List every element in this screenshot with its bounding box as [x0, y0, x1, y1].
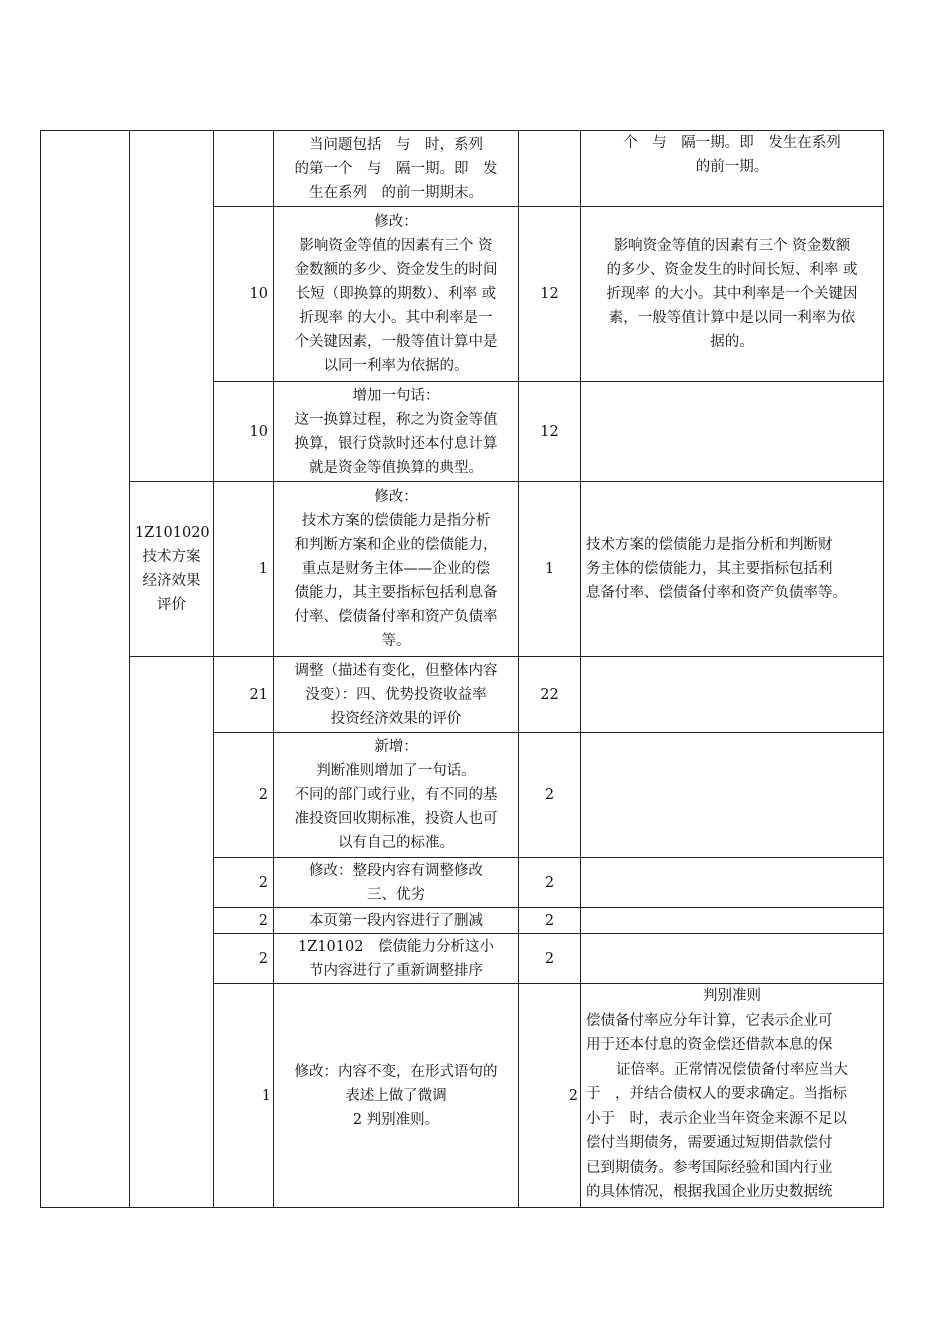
- change-text-line: 判断准则增加了一句话。: [316, 763, 476, 779]
- change-description-cell: [274, 382, 519, 482]
- change-text-line: 1Z10102 偿债能力分析这小: [298, 938, 494, 955]
- new-content-cell: [581, 733, 884, 858]
- section-title-line: 技术方案: [142, 549, 201, 565]
- old-page-cell: 2: [214, 934, 274, 984]
- new-content-cell: [581, 934, 884, 984]
- table-row: [41, 657, 884, 733]
- new-page-cell: 2: [519, 934, 581, 984]
- change-text-line: 修改：内容不变，在形式语句的: [294, 1063, 498, 1080]
- change-text-line: 技术方案的偿债能力是指分析: [301, 513, 491, 529]
- old-page-cell: 2: [214, 858, 274, 908]
- new-content-cell: [581, 207, 884, 382]
- change-text-line: 修改：: [374, 214, 418, 230]
- old-page-cell: 10: [214, 207, 274, 382]
- section-cell: [130, 482, 214, 657]
- new-text-line: 判别准则: [703, 988, 761, 1004]
- old-page-cell: [214, 131, 274, 207]
- old-page-cell: 2: [214, 733, 274, 858]
- change-text-line: 新增：: [374, 739, 418, 755]
- change-text-line: 的第一个 与 隔一期。即 发: [294, 160, 498, 177]
- new-text-line: 已到期债务。参考国际经验和国内行业: [586, 1159, 833, 1176]
- new-text-line: 折现率 的大小。其中利率是一个关键因: [606, 286, 858, 302]
- change-text-line: 不同的部门或行业，有不同的基: [294, 787, 498, 803]
- new-page-cell: 12: [519, 382, 581, 482]
- change-description-cell: [274, 131, 519, 207]
- change-text-line: 这一换算过程，称之为资金等值: [294, 411, 498, 428]
- change-text-line: 债能力，其主要指标包括利息备: [294, 585, 498, 601]
- section-title-line: 经济效果: [142, 573, 201, 589]
- new-text-line: 的前一期。: [695, 159, 769, 175]
- change-text-line: 表述上做了微调: [345, 1087, 447, 1104]
- change-text-line: 2 判别准则。: [352, 1111, 440, 1128]
- change-text-line: 金数额的多少、资金发生的时间: [294, 262, 498, 278]
- new-text-line: 息备付率、偿债备付率和资产负债率等。: [586, 585, 847, 601]
- new-text-line: 用于还本付息的资金偿还借款本息的保: [586, 1037, 833, 1053]
- change-text-line: 换算，银行贷款时还本付息计算: [294, 435, 498, 452]
- change-text-line: 三、优劣: [367, 886, 425, 903]
- table-row: [41, 131, 884, 207]
- section-cell: [130, 131, 214, 482]
- change-text-line: 以同一利率为依据的。: [323, 358, 469, 374]
- new-text-line: 影响资金等值的因素有三个 资金数额: [613, 238, 851, 254]
- change-text-line: 重点是财务主体——企业的偿: [301, 561, 491, 577]
- change-text-line: 本页第一段内容进行了删减: [309, 912, 483, 929]
- new-text-line: 偿债备付率应分年计算，它表示企业可: [586, 1012, 833, 1029]
- new-content-cell: [581, 382, 884, 482]
- new-text-line: 证倍率。正常情况偿债备付率应当大: [616, 1061, 848, 1078]
- change-text-line: 准投资回收期标准，投资人也可: [294, 811, 498, 827]
- change-text-line: 没变）：四、优势投资收益率: [305, 686, 487, 703]
- new-text-line: 于 ，并结合债权人的要求确定。当指标: [586, 1086, 847, 1102]
- new-content-cell: [581, 657, 884, 733]
- new-text-line: 小于 时，表示企业当年资金来源不足以: [586, 1110, 847, 1127]
- section-code: 1Z101020: [135, 525, 210, 541]
- change-text-line: 以有自己的标准。: [338, 835, 454, 851]
- new-page-cell: 2: [519, 733, 581, 858]
- old-page-cell: 1: [214, 984, 274, 1208]
- new-content-cell: [581, 482, 884, 657]
- change-description-cell: [274, 482, 519, 657]
- old-page-cell: 21: [214, 657, 274, 733]
- new-page-cell: 22: [519, 657, 581, 733]
- new-page-cell: 2: [519, 858, 581, 908]
- change-description-cell: [274, 934, 519, 984]
- change-text-line: 修改：整段内容有调整修改: [309, 862, 483, 879]
- change-text-line: 就是资金等值换算的典型。: [309, 459, 483, 476]
- change-text-line: 投资经济效果的评价: [330, 710, 462, 727]
- change-description-cell: [274, 657, 519, 733]
- new-text-line: 偿付当期债务，需要通过短期借款偿付: [586, 1135, 833, 1151]
- new-page-cell: [519, 131, 581, 207]
- table-row: [41, 482, 884, 657]
- change-text-line: 和判断方案和企业的偿债能力，: [294, 537, 498, 553]
- change-text-line: 影响资金等值的因素有三个 资: [299, 238, 493, 254]
- new-text-line: 的具体情况，根据我国企业历史数据统: [586, 1184, 833, 1200]
- new-text-line: 技术方案的偿债能力是指分析和判断财: [586, 537, 833, 553]
- change-text-line: 调整（描述有变化，但整体内容: [294, 662, 498, 679]
- change-description-cell: [274, 858, 519, 908]
- old-page-cell: 2: [214, 908, 274, 934]
- new-content-cell: [581, 858, 884, 908]
- new-text-line: 务主体的偿债能力，其主要指标包括利: [586, 561, 833, 577]
- section-cell: [130, 657, 214, 1208]
- new-text-line: 的多少、资金发生的时间长短、利率 或: [606, 262, 858, 278]
- new-text-line: 据的。: [710, 334, 754, 350]
- chapter-cell: [41, 131, 130, 1208]
- change-text-line: 修改：: [374, 489, 418, 505]
- new-content-cell: [581, 131, 884, 207]
- new-content-cell: [581, 908, 884, 934]
- comparison-table: [40, 130, 884, 1208]
- change-text-line: 节内容进行了重新调整排序: [309, 962, 483, 979]
- change-text-line: 生在系列 的前一期期末。: [309, 184, 483, 201]
- change-description-cell: [274, 908, 519, 934]
- change-description-cell: [274, 207, 519, 382]
- change-text-line: 等。: [381, 633, 411, 649]
- change-text-line: 个关键因素，一般等值计算中是: [294, 334, 498, 350]
- change-text-line: 长短（即换算的期数）、利率 或: [295, 286, 497, 302]
- change-text-line: 付率、偿债备付率和资产负债率: [294, 609, 498, 625]
- new-page-cell: 12: [519, 207, 581, 382]
- new-page-cell: 2: [519, 908, 581, 934]
- new-page-cell: 1: [519, 482, 581, 657]
- new-page-cell: 2: [519, 984, 581, 1208]
- section-title-line: 评价: [157, 597, 186, 613]
- new-text-line: 素，一般等值计算中是以同一利率为依: [608, 310, 856, 326]
- change-description-cell: [274, 984, 519, 1208]
- change-text-line: 折现率 的大小。其中利率是一: [299, 310, 493, 326]
- new-text-line: 个 与 隔一期。即 发生在系列: [623, 135, 841, 151]
- old-page-cell: 1: [214, 482, 274, 657]
- change-text-line: 当问题包括 与 时，系列: [309, 136, 483, 153]
- old-page-cell: 10: [214, 382, 274, 482]
- new-content-cell: [581, 984, 884, 1208]
- change-description-cell: [274, 733, 519, 858]
- change-text-line: 增加一句话：: [352, 387, 440, 404]
